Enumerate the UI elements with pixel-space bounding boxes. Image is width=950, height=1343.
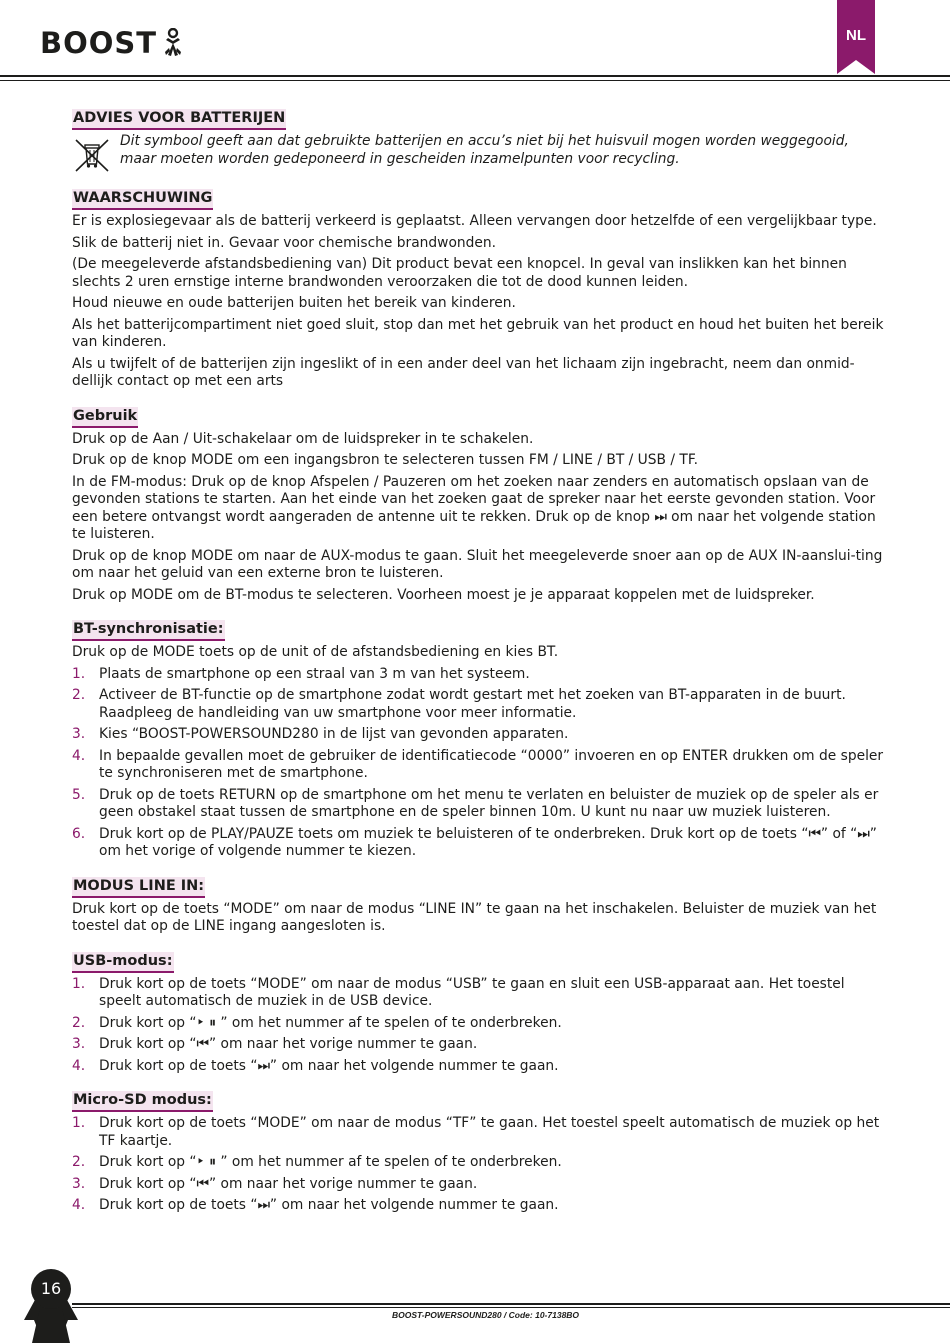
bt-sync-steps [72, 666, 884, 861]
list-item [72, 748, 884, 783]
microsd-mode-steps [72, 1115, 884, 1215]
recycling-notice-text: Dit symbool geeft aan dat gebruikte batterijen en accu’s niet bij het huisvuil mogen worden weggegooid, maar moeten worden gedeponeerd in gescheiden inzamelpunten voor recycling. [120, 133, 849, 167]
warning-paragraph: Slik de batterij niet in. Gevaar voor chemische brandwonden. [72, 234, 497, 251]
warning-paragraph: Er is explosiegevaar als de batterij verkeerd is geplaatst. Alleen vervangen door hetzelfde of een vergelijkbaar type. [72, 213, 877, 229]
usage-paragraph: Druk op de knop MODE om naar de AUX-modus te gaan. Sluit het meegeleverde snoer aan op de AUX IN-aanslui-ting om naar het geluid van een externe bron te luisteren. [72, 547, 883, 581]
page-number: 16 [40, 1279, 62, 1298]
step-number: 2. [72, 1154, 86, 1170]
usage-paragraph: Druk op de knop MODE om een ingangsbron te selecteren tussen FM / LINE / BT / USB / TF. [72, 452, 698, 468]
footer-rule [72, 1303, 950, 1308]
list-item [72, 726, 884, 744]
step-number: 3. [72, 1175, 86, 1192]
step-number: 3. [72, 726, 86, 742]
line-in-section [72, 877, 884, 936]
step-number: 4. [72, 747, 86, 764]
step-number: 1. [72, 975, 86, 992]
step-number: 3. [72, 1036, 86, 1052]
list-item [72, 1058, 884, 1076]
warning-section [72, 189, 884, 391]
line-in-heading: MODUS LINE IN: [72, 877, 205, 898]
language-flag [837, 0, 875, 74]
step-number: 2. [72, 687, 86, 703]
list-item [72, 1015, 884, 1033]
header-rule [0, 75, 950, 81]
step-text: Druk kort op “‣ ⏸ ” om het nummer af te spelen of te onderbreken. [99, 1154, 562, 1170]
battery-advice-heading: ADVIES VOOR BATTERIJEN [72, 109, 286, 130]
step-text: Druk kort op “⏮” om naar het vorige nummer te gaan. [99, 1175, 478, 1192]
step-text: Kies “BOOST-POWERSOUND280 in de lijst van gevonden apparaten. [99, 726, 569, 742]
step-text: Plaats de smartphone op een straal van 3 m van het systeem. [99, 665, 530, 682]
step-number: 5. [72, 786, 86, 803]
language-label: NL [846, 27, 866, 44]
step-number: 4. [72, 1197, 86, 1213]
line-in-text: Druk kort op de toets “MODE” om naar de modus “LINE IN” te gaan na het inschakelen. Beluister de muziek van het toestel dat op de LINE ingang aangesloten is. [72, 900, 877, 934]
step-text: Druk kort op de PLAY/PAUZE toets om muziek te beluisteren of te onderbreken. Druk kort op de toets “⏮” of “⏭” om het vorige of volgende nummer te kiezen. [99, 825, 877, 859]
list-item [72, 666, 884, 684]
step-text: Druk kort op de toets “⏭” om naar het volgende nummer te gaan. [99, 1057, 559, 1074]
usb-mode-heading: USB-modus: [72, 952, 174, 973]
usage-section [72, 407, 884, 605]
microsd-mode-heading: Micro-SD modus: [72, 1091, 213, 1112]
page-number-badge [22, 1268, 80, 1343]
usage-heading: Gebruik [72, 407, 138, 428]
bt-sync-section [72, 620, 884, 861]
step-text: Druk kort op de toets “MODE” om naar de modus “USB” te gaan en sluit een USB-apparaat aan. Het toestel speelt automatisch de muziek in de USB device. [99, 975, 845, 1009]
step-text: Druk kort op de toets “⏭” om naar het volgende nummer te gaan. [99, 1197, 559, 1213]
list-item [72, 1115, 884, 1150]
usage-paragraph: In de FM-modus: Druk op de knop Afspelen / Pauzeren om het zoeken naar zenders en automatisch opslaan van de gevonden stations te starten. Aan het einde van het zoeken gaat de spreker naar het eerste gevonden station. Voor een betere ontvangst wordt aangeraden de antenne uit te rekken. Druk op de knop ⏭ om naar het volgende station te luisteren. [72, 473, 876, 542]
list-item [72, 787, 884, 822]
step-text: Druk kort op de toets “MODE” om naar de modus “TF” te gaan. Het toestel speelt automatisch de muziek op het TF kaartje. [99, 1115, 880, 1149]
recycling-notice [72, 133, 884, 173]
step-number: 1. [72, 665, 86, 682]
usage-paragraph: Druk op MODE om de BT-modus te selecteren. Voorheen moest je je apparaat koppelen met de luidspreker. [72, 586, 815, 603]
step-number: 1. [72, 1115, 86, 1131]
list-item [72, 687, 884, 722]
list-item [72, 826, 884, 861]
list-item [72, 976, 884, 1011]
battery-advice-section [72, 109, 884, 173]
step-text: Druk op de toets RETURN op de smartphone om het menu te verlaten en beluister de muziek op de speler als er geen obstakel staat tussen de smartphone en de speler binnen 10m. U kunt nu naar uw muziek luisteren. [99, 786, 879, 820]
usb-mode-section [72, 952, 884, 1076]
boost-mascot-icon [163, 28, 183, 58]
step-text: Druk kort op “⏮” om naar het vorige nummer te gaan. [99, 1036, 478, 1052]
step-number: 6. [72, 825, 86, 842]
usb-mode-steps [72, 976, 884, 1076]
warning-paragraph: Als u twijfelt of de batterijen zijn ingeslikt of in een ander deel van het lichaam zijn ingebracht, neem dan onmid-dellijk contact op met een arts [72, 355, 855, 389]
logo-text: BOOST [40, 26, 158, 60]
step-text: Activeer de BT-functie op de smartphone zodat wordt gestart met het zoeken van BT-apparaten in de buurt. Raadpleeg de handleiding van uw smartphone voor meer informatie. [99, 687, 846, 721]
warning-paragraph: Houd nieuwe en oude batterijen buiten het bereik van kinderen. [72, 295, 516, 311]
list-item [72, 1197, 884, 1215]
warning-paragraph: (De meegeleverde afstandsbediening van) Dit product bevat een knopcel. In geval van inslikken kan het binnen slechts 2 uren ernstige interne brandwonden veroorzaken die tot de dood kunnen leiden. [72, 256, 847, 290]
warning-paragraph: Als het batterijcompartiment niet goed sluit, stop dan met het gebruik van het product en houd het buiten het bereik van kinderen. [72, 316, 884, 350]
list-item [72, 1176, 884, 1194]
bt-sync-intro: Druk op de MODE toets op de unit of de afstandsbediening en kies BT. [72, 644, 559, 660]
list-item [72, 1154, 884, 1172]
microsd-mode-section [72, 1091, 884, 1215]
usage-paragraph: Druk op de Aan / Uit-schakelaar om de luidspreker in te schakelen. [72, 430, 534, 447]
list-item [72, 1036, 884, 1054]
brand-logo [40, 26, 183, 60]
page-content [72, 109, 884, 1231]
product-code: BOOST-POWERSOUND280 / Code: 10-7138BO [392, 1310, 580, 1320]
warning-heading: WAARSCHUWING [72, 189, 213, 210]
step-text: Druk kort op “‣ ⏸ ” om het nummer af te spelen of te onderbreken. [99, 1014, 562, 1031]
step-number: 2. [72, 1014, 86, 1031]
step-text: In bepaalde gevallen moet de gebruiker de identificatiecode “0000” invoeren en op ENTER drukken om de speler te synchroniseren met de smartphone. [99, 747, 884, 781]
crossed-out-wheelie-bin-icon [72, 137, 112, 173]
bt-sync-heading: BT-synchronisatie: [72, 620, 225, 641]
step-number: 4. [72, 1057, 86, 1074]
